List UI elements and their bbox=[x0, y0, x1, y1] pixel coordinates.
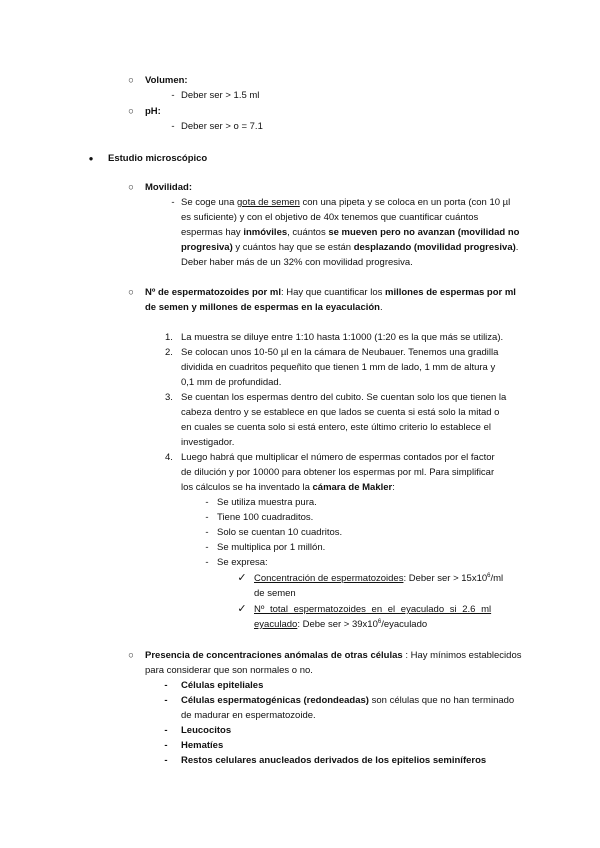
count-heading: Nº de espermatozoides por ml: Hay que cuantificar los millones de espermas por ml bbox=[145, 287, 516, 298]
step-line: Se colocan unos 10-50 µl en la cámara de Neubauer. Tenemos una gradilla bbox=[181, 347, 499, 358]
presence-heading-line2: para considerar que son normales o no. bbox=[145, 665, 313, 676]
cell-type-item: Células espermatogénicas (redondeadas) son células que no han terminado bbox=[181, 695, 515, 706]
ph-heading: pH: bbox=[145, 106, 161, 117]
movilidad-line: Deber haber más de un 32% con movilidad progresiva. bbox=[181, 257, 413, 268]
dash-icon: - bbox=[164, 680, 168, 691]
movilidad-line: espermas hay inmóviles, cuántos se mueven pero no avanzan (movilidad no bbox=[181, 227, 520, 238]
movilidad-line: progresiva) y cuántos hay que se están desplazando (movilidad progresiva). bbox=[181, 242, 519, 253]
dash-icon: - bbox=[171, 121, 175, 132]
dash-icon: - bbox=[164, 695, 168, 706]
volumen-value: Deber ser > 1.5 ml bbox=[181, 90, 260, 101]
hollow-bullet-icon: ○ bbox=[128, 650, 134, 661]
cell-type-item-line2: de madurar en espermatozoide. bbox=[181, 710, 316, 721]
step-line: los cálculos se ha inventado la cámara de Makler: bbox=[181, 482, 395, 493]
dash-icon: - bbox=[205, 497, 209, 508]
step-line: de dilución y por 10000 para obtener los espermas por ml. Para simplificar bbox=[181, 467, 495, 478]
count-heading-line2: de semen y millones de espermas en la eyaculación. bbox=[145, 302, 383, 313]
total-line2: eyaculado: Debe ser > $39x10^6$/eyaculado bbox=[254, 618, 428, 630]
hollow-bullet-icon: ○ bbox=[128, 75, 134, 86]
step-number: 4. bbox=[165, 452, 173, 463]
dash-icon: - bbox=[171, 90, 175, 101]
dash-icon: - bbox=[164, 755, 168, 766]
cell-type-item: Restos celulares anucleados derivados de los epitelios seminíferos bbox=[181, 755, 487, 766]
concentration-line2: de semen bbox=[254, 588, 296, 599]
concentration-line: Concentración de espermatozoides: Deber ser > $15x10^6/ml$ bbox=[254, 572, 504, 584]
makler-item: Se utiliza muestra pura. bbox=[217, 497, 317, 508]
dash-icon: - bbox=[205, 512, 209, 523]
ph-value: Deber ser > o = 7.1 bbox=[181, 121, 263, 132]
step-number: 1. bbox=[165, 332, 173, 343]
movilidad-heading: Movilidad: bbox=[145, 182, 192, 193]
volumen-heading: Volumen: bbox=[145, 75, 188, 86]
section-title-microscopic: Estudio microscópico bbox=[108, 153, 208, 164]
total-line: Nº total espermatozoides en el eyaculado si 2.6 ml bbox=[254, 604, 492, 615]
movilidad-line: Se coge una gota de semen con una pipeta y se coloca en un porta (con 10 µl bbox=[181, 197, 511, 208]
makler-item: Solo se cuentan 10 cuadritos. bbox=[217, 527, 343, 538]
cell-type-item: Leucocitos bbox=[181, 725, 232, 736]
checkmark-icon: ✓ bbox=[237, 603, 247, 615]
step-line: 0,1 mm de profundidad. bbox=[181, 377, 282, 388]
dash-icon: - bbox=[164, 740, 168, 751]
hollow-bullet-icon: ○ bbox=[128, 106, 134, 117]
step-number: 2. bbox=[165, 347, 173, 358]
hollow-bullet-icon: ○ bbox=[128, 182, 134, 193]
step-line: Luego habrá que multiplicar el número de espermas contados por el factor bbox=[181, 452, 495, 463]
cell-type-item: Células epiteliales bbox=[181, 680, 264, 691]
dash-icon: - bbox=[205, 557, 209, 568]
hollow-bullet-icon: ○ bbox=[128, 287, 134, 298]
step-number: 3. bbox=[165, 392, 173, 403]
makler-item: Se multiplica por 1 millón. bbox=[217, 542, 326, 553]
step-line: dividida en cuadritos pequeñito que tienen 1 mm de lado, 1 mm de altura y bbox=[181, 362, 496, 373]
presence-heading: Presencia de concentraciones anómalas de otras células : Hay mínimos establecidos bbox=[145, 650, 522, 661]
cell-type-item: Hematíes bbox=[181, 740, 224, 751]
step-line: Se cuentan los espermas dentro del cubito. Se cuentan solo los que tienen la bbox=[181, 392, 507, 403]
movilidad-line: es suficiente) y con el objetivo de 40x tenemos que cuantificar cuántos bbox=[181, 212, 479, 223]
dash-icon: - bbox=[164, 725, 168, 736]
step-line: investigador. bbox=[181, 437, 235, 448]
step-line: La muestra se diluye entre 1:10 hasta 1:1000 (1:20 es la que más se utiliza). bbox=[181, 332, 504, 343]
filled-bullet-icon: ● bbox=[88, 154, 94, 163]
dash-icon: - bbox=[171, 197, 175, 208]
checkmark-icon: ✓ bbox=[237, 572, 247, 584]
step-line: cabeza dentro y se establece en que lados se cuenta si está solo la mitad o bbox=[181, 407, 500, 418]
dash-icon: - bbox=[205, 542, 209, 553]
makler-item: Se expresa: bbox=[217, 557, 268, 568]
dash-icon: - bbox=[205, 527, 209, 538]
step-line: en cuales se cuenta solo si está entero, este último criterio lo establece el bbox=[181, 422, 491, 433]
makler-item: Tiene 100 cuadraditos. bbox=[217, 512, 314, 523]
